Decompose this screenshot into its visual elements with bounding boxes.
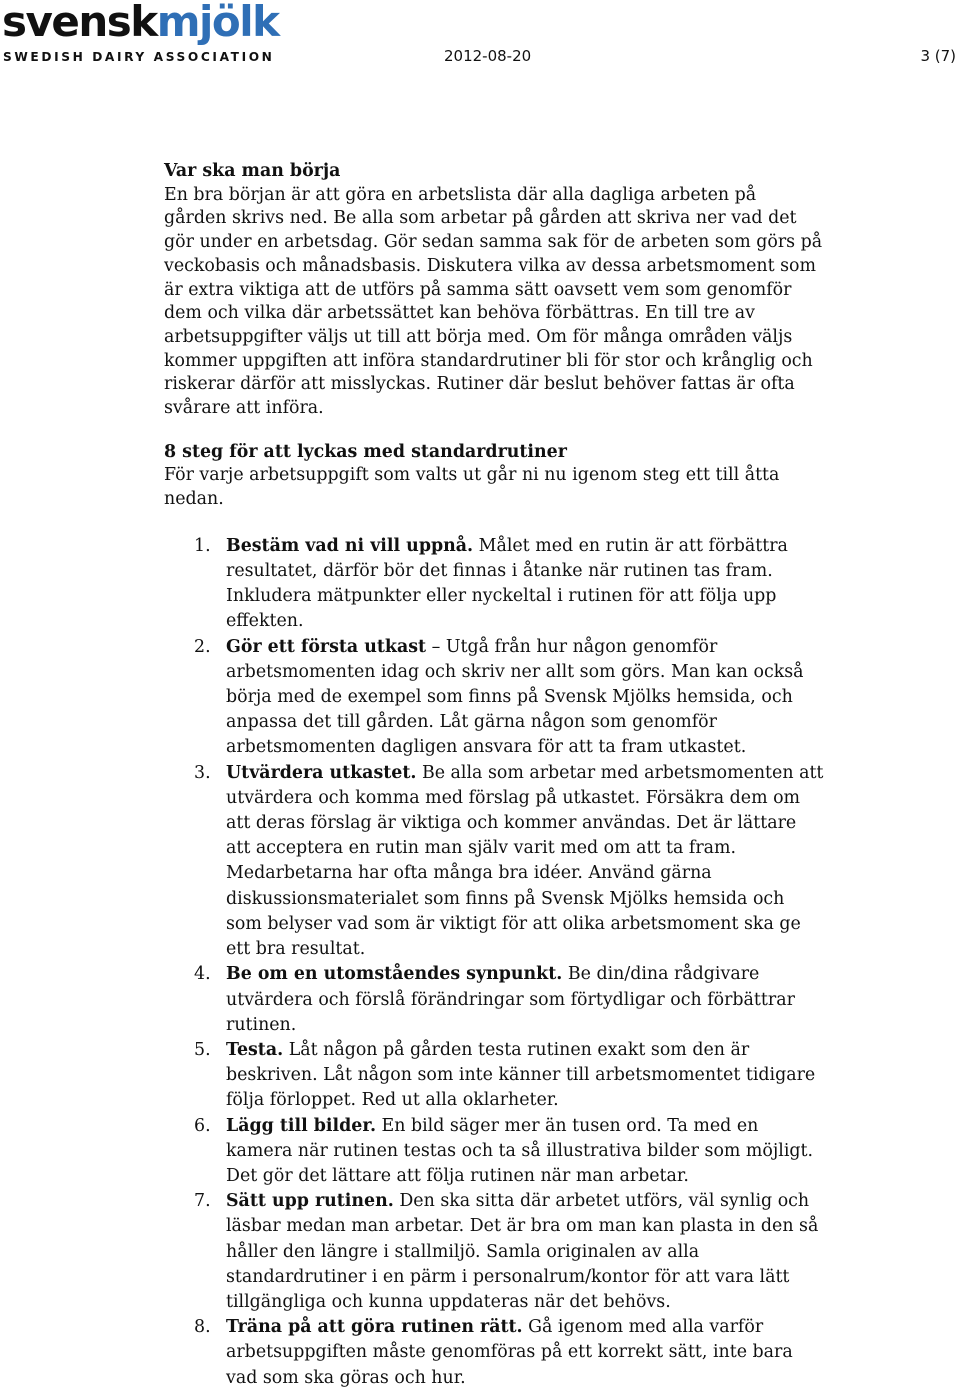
header-date: 2012-08-20 bbox=[444, 47, 532, 65]
step-title: Utvärdera utkastet. bbox=[226, 762, 417, 783]
steps-list bbox=[164, 534, 824, 1391]
list-item bbox=[164, 1114, 824, 1190]
header-page-number: 3 (7) bbox=[920, 47, 956, 65]
list-item bbox=[164, 635, 824, 761]
step-number: 6. bbox=[194, 1115, 211, 1136]
step-title: Lägg till bilder. bbox=[226, 1115, 376, 1136]
step-number: 1. bbox=[194, 535, 211, 556]
step-title: Testa. bbox=[226, 1039, 284, 1060]
step-number: 3. bbox=[194, 762, 211, 783]
step-text: Gå igenom med alla varför arbetsuppgiften måste genomföras på ett korrekt sätt, inte bara vad som ska göras och hur. bbox=[226, 1317, 793, 1388]
list-item bbox=[164, 962, 824, 1038]
step-title: Bestäm vad ni vill uppnå. bbox=[226, 535, 474, 556]
list-item bbox=[164, 1189, 824, 1315]
logo-subtitle: SWEDISH DAIRY ASSOCIATION bbox=[3, 50, 275, 64]
step-title: Sätt upp rutinen. bbox=[226, 1191, 394, 1212]
step-text: Be din/dina rådgivare utvärdera och förslå förändringar som förtydligar och förbättrar rutinen. bbox=[226, 964, 795, 1035]
list-item bbox=[164, 1038, 824, 1114]
step-text: – Utgå från hur någon genomför arbetsmomenten idag och skriv ner allt som görs. Man kan också börja med de exempel som finns på Svensk Mjölks hemsida, och anpassa det till gården. Låt gärna någon som genomför arbetsmomenten dagligen ansvara för att ta fram utkastet. bbox=[226, 636, 804, 758]
section-paragraph-start: En bra början är att göra en arbetslista där alla dagliga arbeten på gården skrivs ned. Be alla som arbetar på gården att skriva ner vad det gör under en arbetsdag. Gör sedan samma sak för de arbeten som görs på veckobasis och månadsbasis. Diskutera vilka av dessa arbetsmoment som är extra viktiga att de utförs på samma sätt oavsett vem som genomför dem och vilka där arbetssättet kan behöva förbättras. En till tre av arbetsuppgifter väljs ut till att börja med. Om för många områden väljs kommer uppgiften att införa standardrutiner bli för stor och krånglig och riskerar därför att misslyckas. Rutiner där beslut behöver fattas är ofta svårare att införa. bbox=[164, 184, 823, 419]
list-item bbox=[164, 1315, 824, 1391]
step-number: 7. bbox=[194, 1191, 211, 1212]
list-item bbox=[164, 534, 824, 635]
logo-word-mjolk: mjölk bbox=[156, 0, 279, 46]
step-text: Be alla som arbetar med arbetsmomenten att utvärdera och komma med förslag på utkastet. Försäkra dem om att deras förslag är viktiga och kommer användas. Det är lättare att acceptera en rutin man själv varit med om att ta fram. Medarbetarna har ofta många bra idéer. Använd gärna diskussionsmaterialet som finns på Svensk Mjölks hemsida och som belyser vad som är viktigt för att olika arbetsmoment ska ge ett bra resultat. bbox=[226, 762, 824, 960]
logo-word-svensk: svensk bbox=[2, 0, 157, 46]
list-item bbox=[164, 761, 824, 963]
step-text: Låt någon på gården testa rutinen exakt som den är beskriven. Låt någon som inte känner till arbetsmomentet tidigare följa förloppet. Red ut alla oklarheter. bbox=[226, 1039, 816, 1111]
step-title: Be om en utomståendes synpunkt. bbox=[226, 964, 563, 985]
section-heading-steps: 8 steg för att lyckas med standardrutiner bbox=[164, 441, 567, 462]
step-number: 2. bbox=[194, 636, 211, 657]
step-title: Träna på att göra rutinen rätt. bbox=[226, 1317, 523, 1338]
step-text: Målet med en rutin är att förbättra resultatet, därför bör det finnas i åtanke när rutinen tas fram. Inkludera mätpunkter eller nyckeltal i rutinen för att följa upp effekten. bbox=[226, 535, 788, 632]
document-body bbox=[164, 160, 824, 1391]
step-text: En bild säger mer än tusen ord. Ta med en kamera när rutinen testas och ta så illustrativa bilder som möjligt. Det gör det lättare att följa rutinen när man arbetar. bbox=[226, 1115, 814, 1186]
step-text: Den ska sitta där arbetet utförs, väl synlig och läsbar medan man arbetar. Det är bra om man kan plasta in den så håller den längre i stallmiljö. Samla originalen av alla standardrutiner i en pärm i personalrum/kontor för att vara lätt tillgängliga och kunna uppdateras när det behövs. bbox=[226, 1191, 819, 1312]
step-title: Gör ett första utkast bbox=[226, 636, 427, 657]
step-number: 4. bbox=[194, 964, 211, 985]
svensk-mjolk-logo bbox=[2, 0, 279, 66]
section-paragraph-steps: För varje arbetsuppgift som valts ut går ni nu igenom steg ett till åtta nedan. bbox=[164, 465, 780, 510]
step-number: 5. bbox=[194, 1039, 211, 1060]
section-heading-start: Var ska man börja bbox=[164, 161, 341, 181]
step-number: 8. bbox=[194, 1317, 211, 1338]
logo-wordmark bbox=[2, 0, 279, 46]
